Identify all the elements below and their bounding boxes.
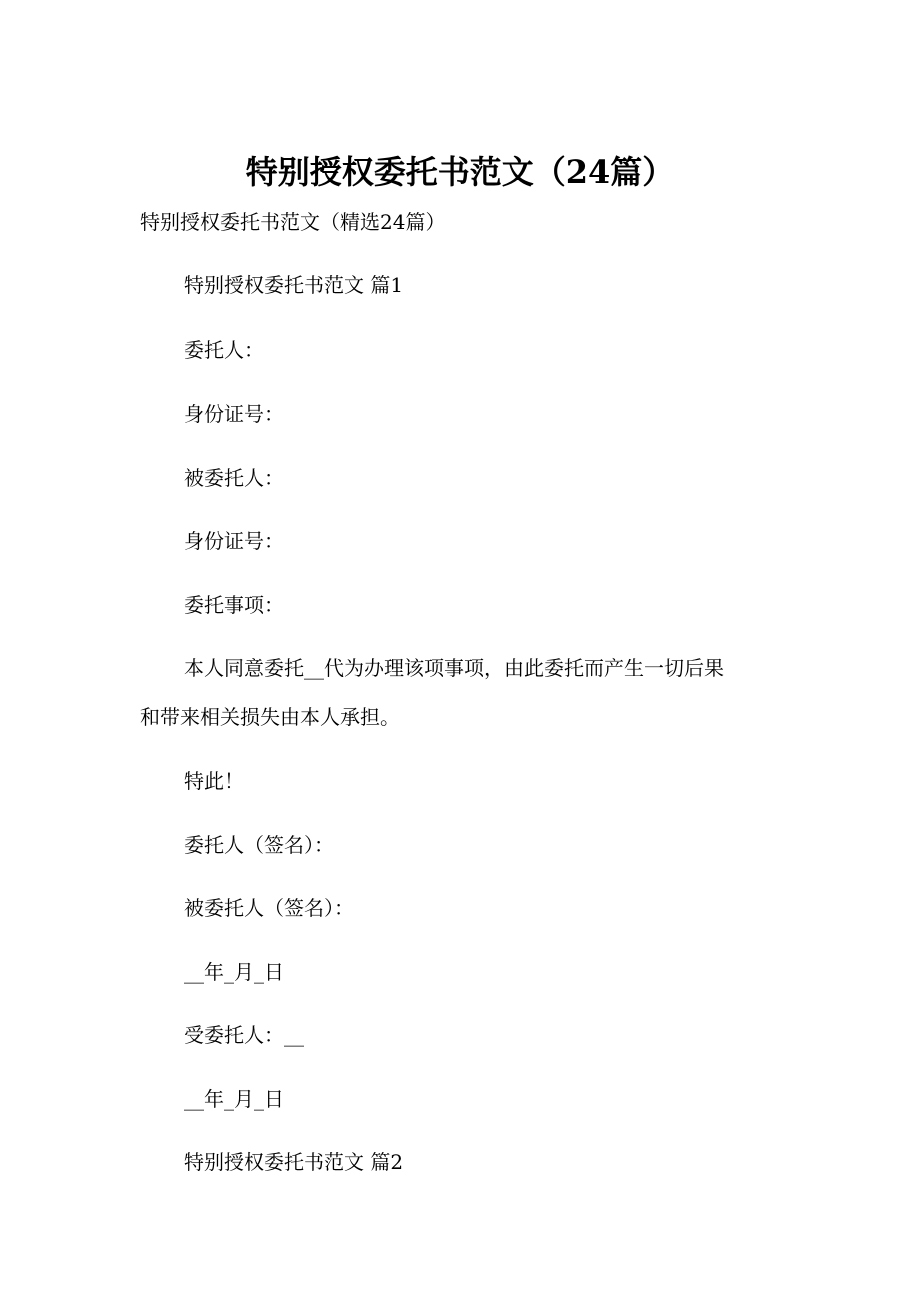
section-heading-1: 特别授权委托书范文 篇1 bbox=[184, 273, 404, 297]
body-paragraph-line-2: 和带来相关损失由本人承担。 bbox=[140, 705, 400, 729]
document-subtitle: 特别授权委托书范文（精选24篇） bbox=[140, 210, 446, 234]
agent-signature-label: 被委托人（签名）： bbox=[184, 896, 354, 920]
section-heading-2: 特别授权委托书范文 篇2 bbox=[184, 1150, 404, 1174]
principal-signature-label: 委托人（签名）： bbox=[184, 833, 334, 857]
matters-label: 委托事项： bbox=[184, 593, 284, 617]
date-line-1: __年_月_日 bbox=[184, 960, 284, 984]
agent-id-label: 身份证号： bbox=[184, 529, 284, 553]
date-line-2: __年_月_日 bbox=[184, 1087, 284, 1111]
trustee-label: 受委托人：__ bbox=[184, 1023, 304, 1047]
document-title: 特别授权委托书范文（24篇） bbox=[245, 153, 675, 191]
body-paragraph-line-1: 本人同意委托__代为办理该项事项，由此委托而产生一切后果 bbox=[184, 656, 724, 680]
closing-text: 特此！ bbox=[184, 769, 244, 793]
principal-id-label: 身份证号： bbox=[184, 402, 284, 426]
agent-label: 被委托人： bbox=[184, 466, 284, 490]
principal-label: 委托人： bbox=[184, 338, 264, 362]
